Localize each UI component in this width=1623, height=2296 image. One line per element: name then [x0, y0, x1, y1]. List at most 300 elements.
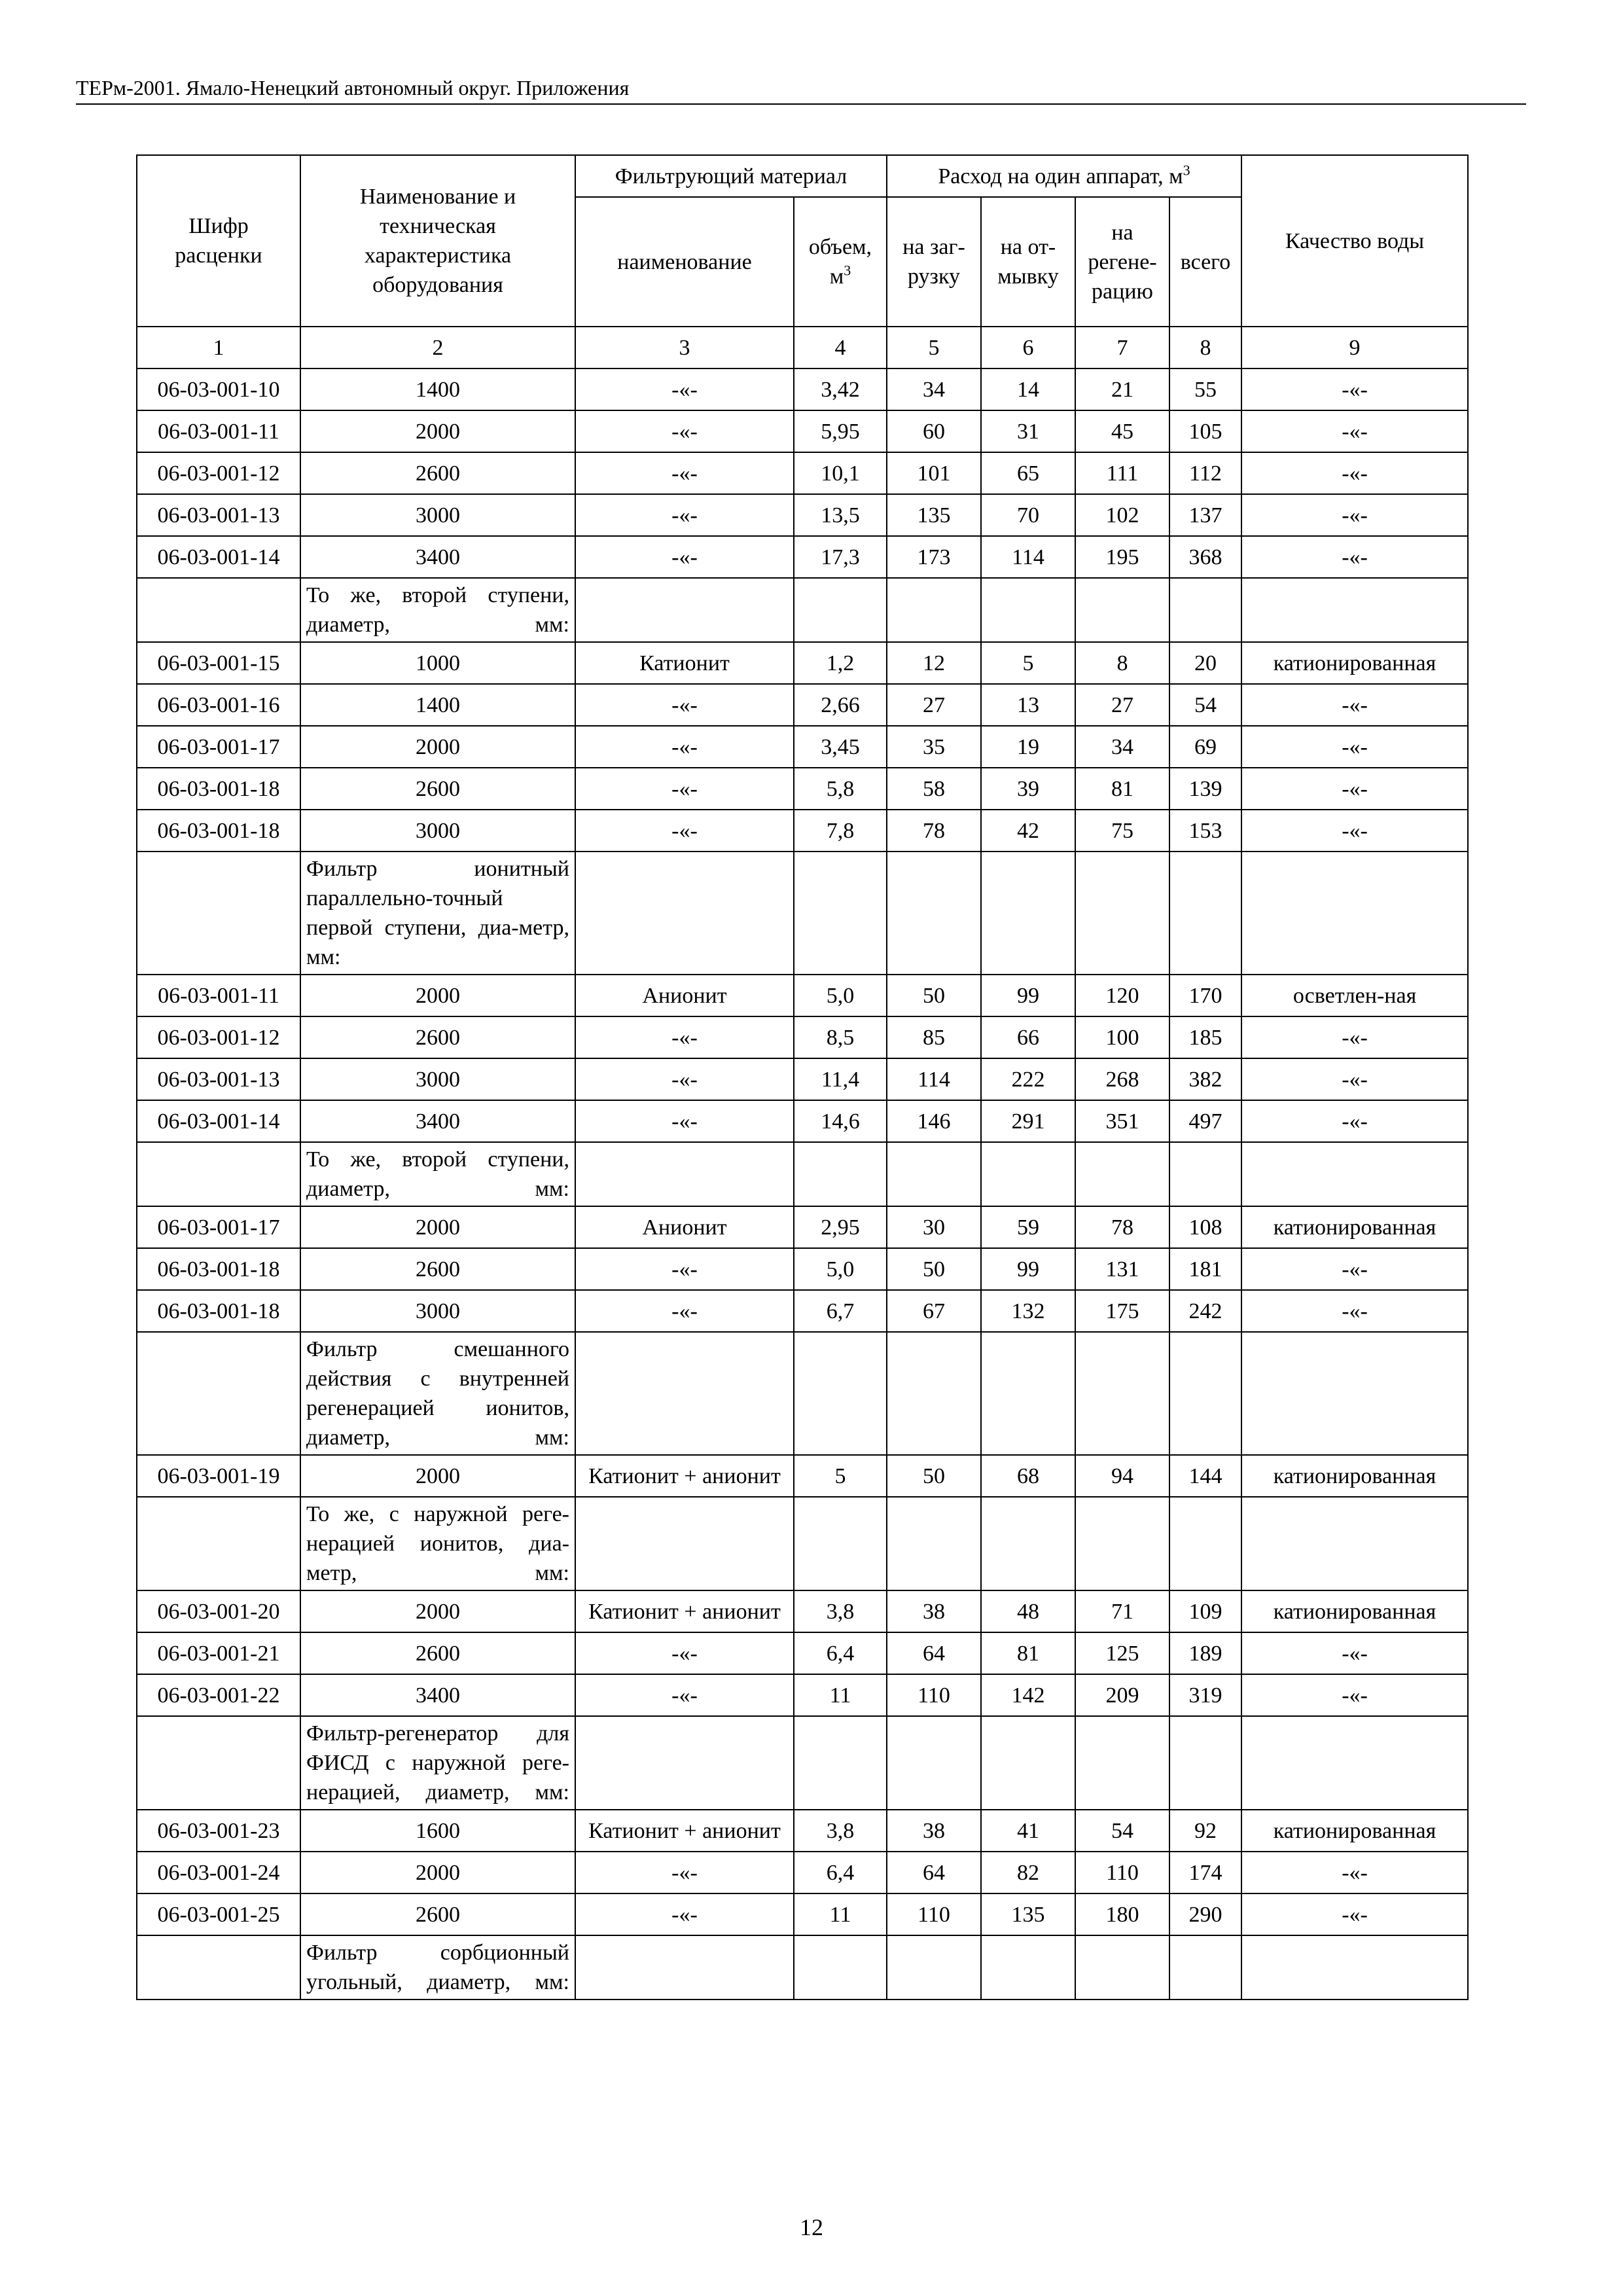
load-cell: 173 [887, 536, 981, 578]
regen-cell: 131 [1075, 1248, 1169, 1290]
filter-material-cell: -«- [575, 1058, 794, 1100]
empty-cell [1075, 578, 1169, 642]
empty-cell [1075, 852, 1169, 975]
col-head-code: Шифр расценки [137, 155, 300, 327]
wash-cell: 59 [981, 1206, 1075, 1248]
quality-cell: -«- [1241, 494, 1468, 536]
diameter-cell: 3400 [300, 536, 575, 578]
filter-material-cell: -«- [575, 494, 794, 536]
filter-material-cell: -«- [575, 1852, 794, 1893]
quality-cell: -«- [1241, 1290, 1468, 1332]
wash-cell: 65 [981, 452, 1075, 494]
diameter-cell: 3000 [300, 810, 575, 852]
volume-cell: 2,95 [794, 1206, 887, 1248]
column-number: 1 [137, 327, 300, 368]
total-cell: 181 [1169, 1248, 1241, 1290]
regen-cell: 81 [1075, 768, 1169, 810]
code-cell: 06-03-001-18 [137, 768, 300, 810]
quality-cell: -«- [1241, 1058, 1468, 1100]
volume-cell: 6,4 [794, 1852, 887, 1893]
volume-cell: 5 [794, 1455, 887, 1497]
empty-cell [887, 1497, 981, 1590]
empty-cell [137, 1497, 300, 1590]
table-row [137, 536, 1468, 578]
col-head-load: на заг-рузку [887, 197, 981, 327]
total-cell: 112 [1169, 452, 1241, 494]
table-row [137, 1810, 1468, 1852]
code-cell: 06-03-001-17 [137, 1206, 300, 1248]
diameter-cell: 3000 [300, 1290, 575, 1332]
load-cell: 110 [887, 1674, 981, 1716]
wash-cell: 81 [981, 1632, 1075, 1674]
diameter-cell: 3000 [300, 494, 575, 536]
filter-material-cell: Анионит [575, 1206, 794, 1248]
load-cell: 110 [887, 1893, 981, 1935]
diameter-cell: 2000 [300, 410, 575, 452]
empty-cell [1169, 1935, 1241, 2000]
total-cell: 153 [1169, 810, 1241, 852]
empty-cell [887, 1332, 981, 1455]
quality-cell: -«- [1241, 1100, 1468, 1142]
load-cell: 50 [887, 1455, 981, 1497]
table-row [137, 410, 1468, 452]
filter-material-cell: Катионит [575, 642, 794, 684]
code-cell: 06-03-001-18 [137, 810, 300, 852]
quality-cell: катионированная [1241, 642, 1468, 684]
empty-cell [137, 578, 300, 642]
code-cell: 06-03-001-12 [137, 452, 300, 494]
table-row [137, 642, 1468, 684]
col-head-regen: на регене-рацию [1075, 197, 1169, 327]
running-header: ТЕРм-2001. Ямало-Ненецкий автономный округ. Приложения [76, 75, 1526, 105]
empty-cell [1169, 578, 1241, 642]
code-cell: 06-03-001-20 [137, 1590, 300, 1632]
regen-cell: 78 [1075, 1206, 1169, 1248]
section-row [137, 578, 1468, 642]
empty-cell [1241, 578, 1468, 642]
table-row [137, 368, 1468, 410]
empty-cell [1075, 1935, 1169, 2000]
empty-cell [575, 1332, 794, 1455]
quality-cell: -«- [1241, 768, 1468, 810]
quality-cell: осветлен-ная [1241, 975, 1468, 1016]
quality-cell: -«- [1241, 810, 1468, 852]
filter-material-cell: Анионит [575, 975, 794, 1016]
table-row [137, 452, 1468, 494]
volume-cell: 3,45 [794, 726, 887, 768]
section-heading: Фильтр смешанного действия с внутренней регенерацией ионитов, диаметр, мм: [300, 1332, 575, 1455]
empty-cell [1241, 1497, 1468, 1590]
empty-cell [794, 852, 887, 975]
regen-cell: 120 [1075, 975, 1169, 1016]
section-row [137, 1142, 1468, 1206]
load-cell: 50 [887, 975, 981, 1016]
quality-cell: -«- [1241, 1016, 1468, 1058]
diameter-cell: 2600 [300, 1016, 575, 1058]
code-cell: 06-03-001-11 [137, 975, 300, 1016]
table-row [137, 684, 1468, 726]
diameter-cell: 2600 [300, 452, 575, 494]
table-row [137, 726, 1468, 768]
volume-cell: 11,4 [794, 1058, 887, 1100]
wash-cell: 31 [981, 410, 1075, 452]
table-row [137, 1100, 1468, 1142]
empty-cell [887, 1142, 981, 1206]
diameter-cell: 1000 [300, 642, 575, 684]
col-head-name: Наименование и техническая характеристика оборудования [300, 155, 575, 327]
total-cell: 92 [1169, 1810, 1241, 1852]
regen-cell: 110 [1075, 1852, 1169, 1893]
column-number: 5 [887, 327, 981, 368]
diameter-cell: 2600 [300, 1632, 575, 1674]
table-row [137, 768, 1468, 810]
filter-material-cell: -«- [575, 1893, 794, 1935]
volume-cell: 3,42 [794, 368, 887, 410]
volume-cell: 6,7 [794, 1290, 887, 1332]
regen-cell: 195 [1075, 536, 1169, 578]
volume-cell: 3,8 [794, 1590, 887, 1632]
regen-cell: 71 [1075, 1590, 1169, 1632]
col-head-wash: на от-мывку [981, 197, 1075, 327]
volume-cell: 17,3 [794, 536, 887, 578]
volume-cell: 11 [794, 1674, 887, 1716]
load-cell: 78 [887, 810, 981, 852]
column-number: 3 [575, 327, 794, 368]
empty-cell [981, 1716, 1075, 1810]
quality-cell: -«- [1241, 684, 1468, 726]
regen-cell: 268 [1075, 1058, 1169, 1100]
filter-material-cell: -«- [575, 768, 794, 810]
quality-cell: -«- [1241, 1632, 1468, 1674]
wash-cell: 99 [981, 1248, 1075, 1290]
empty-cell [794, 1935, 887, 2000]
column-number: 9 [1241, 327, 1468, 368]
empty-cell [794, 1497, 887, 1590]
volume-cell: 5,0 [794, 975, 887, 1016]
section-heading: То же, с наружной реге-нерацией ионитов, диа-метр, мм: [300, 1497, 575, 1590]
wash-cell: 66 [981, 1016, 1075, 1058]
diameter-cell: 2000 [300, 1852, 575, 1893]
load-cell: 34 [887, 368, 981, 410]
column-number: 7 [1075, 327, 1169, 368]
load-cell: 135 [887, 494, 981, 536]
empty-cell [794, 578, 887, 642]
code-cell: 06-03-001-12 [137, 1016, 300, 1058]
empty-cell [575, 1142, 794, 1206]
section-row [137, 1332, 1468, 1455]
total-cell: 242 [1169, 1290, 1241, 1332]
code-cell: 06-03-001-19 [137, 1455, 300, 1497]
quality-cell: -«- [1241, 1852, 1468, 1893]
total-cell: 185 [1169, 1016, 1241, 1058]
empty-cell [575, 1497, 794, 1590]
empty-cell [981, 852, 1075, 975]
column-number: 6 [981, 327, 1075, 368]
load-cell: 67 [887, 1290, 981, 1332]
diameter-cell: 2600 [300, 1248, 575, 1290]
wash-cell: 135 [981, 1893, 1075, 1935]
empty-cell [137, 1716, 300, 1810]
quality-cell: катионированная [1241, 1455, 1468, 1497]
table-row [137, 1455, 1468, 1497]
diameter-cell: 2000 [300, 1590, 575, 1632]
code-cell: 06-03-001-13 [137, 1058, 300, 1100]
empty-cell [1075, 1497, 1169, 1590]
volume-cell: 13,5 [794, 494, 887, 536]
filter-material-cell: -«- [575, 536, 794, 578]
filter-material-cell: -«- [575, 410, 794, 452]
column-number: 2 [300, 327, 575, 368]
empty-cell [1241, 1716, 1468, 1810]
regen-cell: 351 [1075, 1100, 1169, 1142]
empty-cell [887, 852, 981, 975]
diameter-cell: 1600 [300, 1810, 575, 1852]
regen-cell: 27 [1075, 684, 1169, 726]
col-head-filter-volume: объем, $м^3$ [794, 197, 887, 327]
col-head-quality: Качество воды [1241, 155, 1468, 327]
wash-cell: 291 [981, 1100, 1075, 1142]
table-row [137, 1852, 1468, 1893]
col-head-consumption: Расход на один аппарат, $м^3$ [887, 155, 1241, 197]
empty-cell [1241, 852, 1468, 975]
total-cell: 497 [1169, 1100, 1241, 1142]
load-cell: 35 [887, 726, 981, 768]
col-head-total: всего [1169, 197, 1241, 327]
volume-cell: 8,5 [794, 1016, 887, 1058]
col-head-filter-material: Фильтрующий материал [575, 155, 887, 197]
empty-cell [794, 1142, 887, 1206]
total-cell: 319 [1169, 1674, 1241, 1716]
filter-material-cell: -«- [575, 1632, 794, 1674]
diameter-cell: 2000 [300, 1455, 575, 1497]
volume-cell: 10,1 [794, 452, 887, 494]
volume-cell: 5,0 [794, 1248, 887, 1290]
total-cell: 109 [1169, 1590, 1241, 1632]
volume-cell: 3,8 [794, 1810, 887, 1852]
section-heading: Фильтр сорбционный угольный, диаметр, мм: [300, 1935, 575, 2000]
wash-cell: 142 [981, 1674, 1075, 1716]
filter-material-cell: -«- [575, 1100, 794, 1142]
empty-cell [887, 1935, 981, 2000]
quality-cell: -«- [1241, 1674, 1468, 1716]
quality-cell: -«- [1241, 1248, 1468, 1290]
section-heading: Фильтр-регенератор для ФИСД с наружной реге-нерацией, диаметр, мм: [300, 1716, 575, 1810]
code-cell: 06-03-001-22 [137, 1674, 300, 1716]
column-number: 4 [794, 327, 887, 368]
filter-material-cell: -«- [575, 810, 794, 852]
load-cell: 64 [887, 1852, 981, 1893]
code-cell: 06-03-001-14 [137, 1100, 300, 1142]
empty-cell [794, 1716, 887, 1810]
empty-cell [137, 1332, 300, 1455]
table-row [137, 1674, 1468, 1716]
volume-cell: 6,4 [794, 1632, 887, 1674]
section-row [137, 1716, 1468, 1810]
load-cell: 146 [887, 1100, 981, 1142]
quality-cell: -«- [1241, 536, 1468, 578]
total-cell: 368 [1169, 536, 1241, 578]
empty-cell [981, 1142, 1075, 1206]
empty-cell [1075, 1716, 1169, 1810]
load-cell: 60 [887, 410, 981, 452]
table-row [137, 810, 1468, 852]
code-cell: 06-03-001-10 [137, 368, 300, 410]
filter-material-cell: Катионит + анионит [575, 1810, 794, 1852]
table-head [137, 155, 1468, 368]
regen-cell: 21 [1075, 368, 1169, 410]
total-cell: 69 [1169, 726, 1241, 768]
code-cell: 06-03-001-13 [137, 494, 300, 536]
wash-cell: 222 [981, 1058, 1075, 1100]
table-body [137, 368, 1468, 2000]
empty-cell [1241, 1142, 1468, 1206]
wash-cell: 99 [981, 975, 1075, 1016]
table-row [137, 1290, 1468, 1332]
table-row [137, 1893, 1468, 1935]
load-cell: 85 [887, 1016, 981, 1058]
wash-cell: 41 [981, 1810, 1075, 1852]
empty-cell [1241, 1332, 1468, 1455]
regen-cell: 94 [1075, 1455, 1169, 1497]
section-row [137, 852, 1468, 975]
total-cell: 382 [1169, 1058, 1241, 1100]
filter-material-cell: -«- [575, 684, 794, 726]
empty-cell [1169, 1716, 1241, 1810]
empty-cell [981, 1497, 1075, 1590]
regen-cell: 209 [1075, 1674, 1169, 1716]
wash-cell: 132 [981, 1290, 1075, 1332]
diameter-cell: 3400 [300, 1100, 575, 1142]
volume-cell: 1,2 [794, 642, 887, 684]
volume-cell: 7,8 [794, 810, 887, 852]
diameter-cell: 3400 [300, 1674, 575, 1716]
regen-cell: 175 [1075, 1290, 1169, 1332]
filter-material-cell: Катионит + анионит [575, 1590, 794, 1632]
empty-cell [794, 1332, 887, 1455]
regen-cell: 8 [1075, 642, 1169, 684]
col-head-filter-name: наименование [575, 197, 794, 327]
filter-material-cell: -«- [575, 1674, 794, 1716]
filter-material-cell: -«- [575, 1248, 794, 1290]
code-cell: 06-03-001-23 [137, 1810, 300, 1852]
total-cell: 144 [1169, 1455, 1241, 1497]
empty-cell [887, 578, 981, 642]
total-cell: 105 [1169, 410, 1241, 452]
code-cell: 06-03-001-14 [137, 536, 300, 578]
regen-cell: 111 [1075, 452, 1169, 494]
table-row [137, 1206, 1468, 1248]
empty-cell [575, 578, 794, 642]
wash-cell: 13 [981, 684, 1075, 726]
column-number-row [137, 327, 1468, 368]
code-cell: 06-03-001-17 [137, 726, 300, 768]
diameter-cell: 2000 [300, 726, 575, 768]
wash-cell: 82 [981, 1852, 1075, 1893]
empty-cell [981, 578, 1075, 642]
load-cell: 114 [887, 1058, 981, 1100]
empty-cell [981, 1935, 1075, 2000]
table-row [137, 1058, 1468, 1100]
total-cell: 137 [1169, 494, 1241, 536]
section-heading: Фильтр ионитный параллельно-точный первой ступени, диа-метр, мм: [300, 852, 575, 975]
load-cell: 101 [887, 452, 981, 494]
volume-cell: 11 [794, 1893, 887, 1935]
regen-cell: 34 [1075, 726, 1169, 768]
code-cell: 06-03-001-18 [137, 1290, 300, 1332]
total-cell: 189 [1169, 1632, 1241, 1674]
wash-cell: 14 [981, 368, 1075, 410]
diameter-cell: 2600 [300, 768, 575, 810]
filter-material-cell: -«- [575, 452, 794, 494]
table-row [137, 494, 1468, 536]
total-cell: 54 [1169, 684, 1241, 726]
page-number: 12 [800, 2214, 823, 2240]
table-row [137, 975, 1468, 1016]
total-cell: 108 [1169, 1206, 1241, 1248]
regen-cell: 75 [1075, 810, 1169, 852]
quality-cell: -«- [1241, 368, 1468, 410]
code-cell: 06-03-001-21 [137, 1632, 300, 1674]
load-cell: 50 [887, 1248, 981, 1290]
diameter-cell: 1400 [300, 684, 575, 726]
section-heading: То же, второй ступени, диаметр, мм: [300, 578, 575, 642]
total-cell: 20 [1169, 642, 1241, 684]
wash-cell: 42 [981, 810, 1075, 852]
load-cell: 58 [887, 768, 981, 810]
empty-cell [1075, 1332, 1169, 1455]
section-row [137, 1935, 1468, 2000]
total-cell: 139 [1169, 768, 1241, 810]
wash-cell: 48 [981, 1590, 1075, 1632]
quality-cell: -«- [1241, 726, 1468, 768]
load-cell: 12 [887, 642, 981, 684]
wash-cell: 19 [981, 726, 1075, 768]
code-cell: 06-03-001-24 [137, 1852, 300, 1893]
empty-cell [1169, 852, 1241, 975]
quality-cell: -«- [1241, 410, 1468, 452]
quality-cell: катионированная [1241, 1590, 1468, 1632]
table-row [137, 1632, 1468, 1674]
regen-cell: 100 [1075, 1016, 1169, 1058]
empty-cell [1169, 1332, 1241, 1455]
column-number: 8 [1169, 327, 1241, 368]
section-heading: То же, второй ступени, диаметр, мм: [300, 1142, 575, 1206]
quality-cell: -«- [1241, 452, 1468, 494]
filter-material-cell: -«- [575, 726, 794, 768]
load-cell: 30 [887, 1206, 981, 1248]
empty-cell [137, 852, 300, 975]
rates-table [136, 154, 1469, 2000]
quality-cell: -«- [1241, 1893, 1468, 1935]
diameter-cell: 2000 [300, 1206, 575, 1248]
total-cell: 174 [1169, 1852, 1241, 1893]
wash-cell: 5 [981, 642, 1075, 684]
code-cell: 06-03-001-11 [137, 410, 300, 452]
regen-cell: 45 [1075, 410, 1169, 452]
table-row [137, 1590, 1468, 1632]
diameter-cell: 2000 [300, 975, 575, 1016]
filter-material-cell: -«- [575, 1016, 794, 1058]
code-cell: 06-03-001-18 [137, 1248, 300, 1290]
code-cell: 06-03-001-25 [137, 1893, 300, 1935]
section-row [137, 1497, 1468, 1590]
empty-cell [575, 852, 794, 975]
empty-cell [1169, 1497, 1241, 1590]
diameter-cell: 2600 [300, 1893, 575, 1935]
table-row [137, 1248, 1468, 1290]
diameter-cell: 1400 [300, 368, 575, 410]
total-cell: 55 [1169, 368, 1241, 410]
